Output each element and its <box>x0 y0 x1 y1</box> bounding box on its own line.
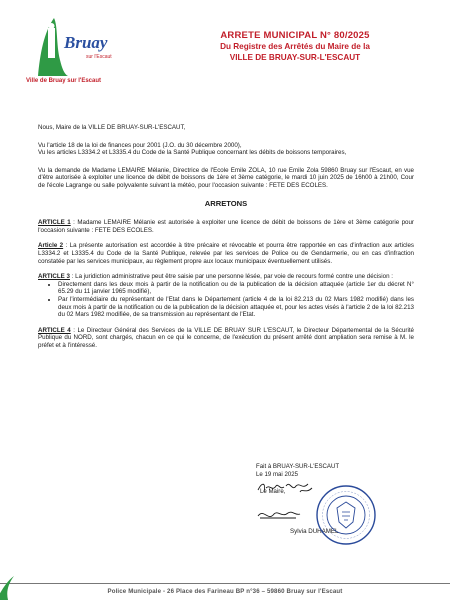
logo-tower <box>48 28 55 58</box>
decree-register-line: Du Registre des Arrêtés du Maire de la <box>220 42 370 51</box>
article-3-text: : La juridiction administrative peut être saisie par une personne lésée, par voie de recours formé contre une décision : <box>69 273 393 281</box>
footer-divider <box>0 583 450 584</box>
article-3-list <box>38 281 414 319</box>
signer-name: Sylvia DUHAMEL <box>290 528 339 535</box>
list-item: • Par l'intermédiaire du représentant de l'Etat dans le Département (article 4 de la loi 82.213 du 02 Mars 1982 modifié) dans les deux mois à partir de la notification ou de la publication de la décision attaquée et, pour les actes visés à l'article 2 de la loi 82.213 du 02 Mars 1982 modifiée, de sa transmission au représentant de l'Etat. <box>58 296 414 319</box>
vu-paragraph-2: Vu les articles L3334.2 et L3335.4 du Code de la Santé Publique concernant les débits de boissons temporaires, <box>38 149 347 157</box>
city-logo <box>34 14 118 80</box>
official-stamp <box>315 484 377 546</box>
signature-date: Le 19 mai 2025 <box>256 471 299 479</box>
article-4 <box>38 327 414 350</box>
decree-header <box>180 30 410 63</box>
article-2 <box>38 242 414 265</box>
article-1-label: ARTICLE 1 <box>38 219 71 227</box>
article-3-label: ARTICLE 3 <box>38 273 70 281</box>
article-1-text: : Madame LEMAIRE Mélanie est autorisée à exploiter une licence de débit de boissons de 1ère et 3ème catégorie pour l'occasion suivante : FETE DES ECOLES. <box>38 219 414 234</box>
article-2-label: Article 2 <box>38 242 64 250</box>
article-3 <box>38 273 414 281</box>
signature-title: Le Maire, <box>260 488 286 496</box>
logo-caption: Ville de Bruay sur l'Escaut <box>26 78 102 84</box>
vu-paragraph-3: Vu la demande de Madame LEMAIRE Mélanie, Directrice de l'Ecole Emile ZOLA, 10 rue Emile Zola 59860 Bruay sur l'Escaut, en vue d'être autorisée à exploiter une licence de débit de boissons de 1ère et 3ème catégorie, le mardi 10 juin 2025 de 16h00 à 21h00, Cour de l'école Lagrange ou salle polyvalente suivant la météo, pour l'occasion suivante : FETE DES ECOLES. <box>38 166 414 189</box>
signature-place: Fait à BRUAY-SUR-L'ESCAUT <box>256 463 340 470</box>
list-item: • Directement dans les deux mois à partir de la notification ou de la publication de la décision attaquée (article 1er du décret N° 65.29 du 11 janvier 1965 modifié), <box>58 281 414 296</box>
arretons-heading: ARRETONS <box>204 198 248 208</box>
article-4-text: : Le Directeur Général des Services de la VILLE DE BRUAY SUR L'ESCAUT, le Directeur Départemental de la Sécurité Publique du NORD, sont chargés, chacun en ce qui le concerne, de l'exécution du présent arrêté dont ampliation sera remise à M. le préfet et à l'intéressé. <box>38 326 414 349</box>
footer-decoration <box>0 574 18 600</box>
decree-title: ARRETE MUNICIPAL N° 80/2025 <box>220 30 370 41</box>
article-4-label: ARTICLE 4 <box>38 326 71 334</box>
article-1 <box>38 219 414 234</box>
intro-line: Nous, Maire de la VILLE DE BRUAY-SUR-L'ESCAUT, <box>38 124 186 131</box>
logo-wordmark: Bruay <box>64 33 108 52</box>
footer-address: Police Municipale - 26 Place des Farineau BP n°36 – 59860 Bruay sur l'Escaut <box>107 588 343 595</box>
article-2-text: : La présente autorisation est accordée à titre précaire et révocable et pourra être rapportée en cas d'infraction aux articles L3334.2 et L3335.4 du Code de la Santé Publique, relevée par les services de Police ou de Gendarmerie, ou en cas d'infraction constatée par les services municipaux, au règlement propre aux locaux municipaux éventuellement utilisés. <box>38 242 414 265</box>
logo-wordmark-sub: sur l'Escaut <box>86 54 112 60</box>
vu-paragraph-1: Vu l'article 18 de la loi de finances pour 2001 (J.O. du 30 décembre 2000), <box>38 141 242 149</box>
decree-body <box>38 124 414 349</box>
decree-city-line: VILLE DE BRUAY-SUR-L'ESCAUT <box>229 53 361 62</box>
handwritten-signature <box>256 506 302 524</box>
